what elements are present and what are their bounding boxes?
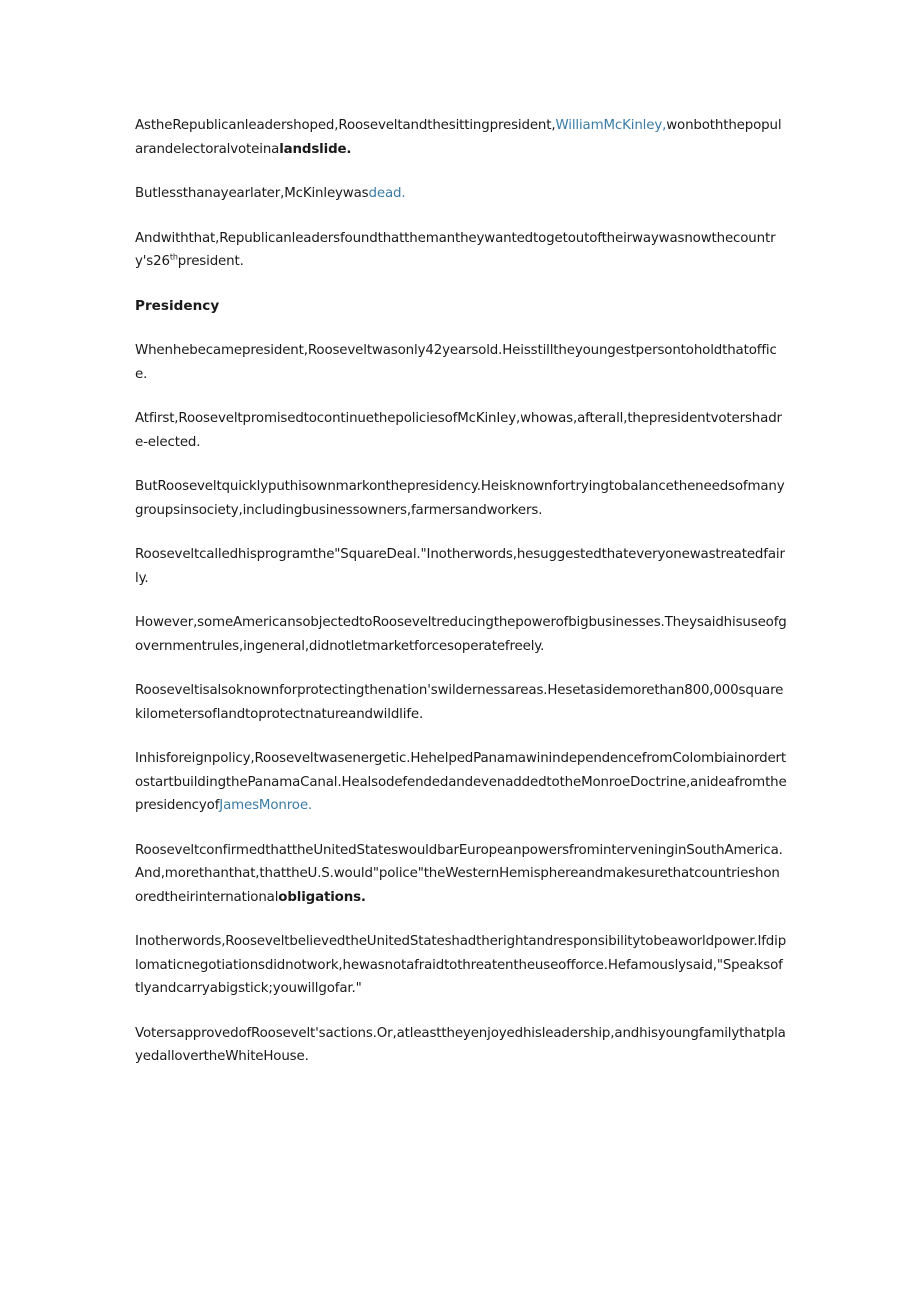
paragraph-4: Whenhebecamepresident,Rooseveltwasonly42yearsold.Heisstilltheyoungestpersontoholdthatoffice. <box>135 343 777 382</box>
paragraph-10 <box>135 747 787 818</box>
paragraph-9: Rooseveltisalsoknownforprotectingthenation'swildernessareas.Hesetasidemorethan800,000squarekilometersoflandtoprotectnatureandwildlife. <box>135 683 784 722</box>
article-body <box>135 114 787 1090</box>
paragraph-13: VotersapprovedofRoosevelt'sactions.Or,atleasttheyenjoyedhisleadership,andhisyoungfamilythatplayedallovertheWhiteHouse. <box>135 1025 786 1064</box>
paragraph-12: Inotherwords,RooseveltbelievedtheUnitedStateshadtherightandresponsibilitytobeaworldpower.Ifdiplomaticnegotiationsdidnotwork,hewasnotafraidtothreatentheuseofforce.Hefamouslysaid,"Speaksoftlyandcarryabigstick;youwillgofar." <box>135 934 787 996</box>
paragraph-3-text-2: president. <box>177 254 244 269</box>
paragraph-3 <box>135 227 787 274</box>
paragraph-1 <box>135 114 787 161</box>
paragraph-8: However,someAmericansobjectedtoRooseveltreducingthepowerofbigbusinesses.Theysaidhisuseofgovernmentrules,ingeneral,didnotletmarketforcesoperatefreely. <box>135 615 787 654</box>
link-james-monroe[interactable]: JamesMonroe. <box>219 798 313 813</box>
paragraph-11-text: RooseveltconfirmedthattheUnitedStateswouldbarEuropeanpowersfrominterveninginSouthAmerica.And,morethanthat,thattheU.S.would"police"theWesternHemisphereandmakesurethatcountrieshonoredtheirinternational <box>135 842 783 905</box>
paragraph-3-text: Andwiththat,Republicanleadersfoundthatthemantheywantedtogetoutoftheirwaywasnowthecountry's26 <box>135 230 776 269</box>
paragraph-1-text-2: wonboththepopularandelectoralvoteina <box>135 118 782 157</box>
paragraph-1-text: AstheRepublicanleadershoped,Rooseveltandthesittingpresident, <box>135 118 556 133</box>
bold-landslide: landslide. <box>279 141 352 157</box>
bold-obligations: obligations. <box>278 889 366 905</box>
paragraph-7: Rooseveltcalledhisprogramthe"SquareDeal."Inotherwords,hesuggestedthateveryonewastreatedfairly. <box>135 547 785 586</box>
paragraph-11 <box>135 839 787 910</box>
paragraph-2 <box>135 182 787 206</box>
paragraph-5: Atfirst,RooseveltpromisedtocontinuethepoliciesofMcKinIey,whowas,afterall,thepresidentvotershadre-elected. <box>135 411 782 450</box>
section-heading-presidency: Presidency <box>135 297 220 314</box>
paragraph-10-text: Inhisforeignpolicy,Rooseveltwasenergetic.HehelpedPanamawinindependencefromColombiainordertostartbuildingthePanamaCanal.HealsodefendedandevenaddedtotheMonroeDoctrine,anideafromthepresidencyof <box>135 751 787 813</box>
superscript-th: th <box>169 252 178 262</box>
paragraph-2-text: Butlessthanayearlater,McKinleywas <box>135 186 369 201</box>
link-william-mckinley[interactable]: WilliamMcKinley, <box>555 118 667 133</box>
paragraph-6: ButRooseveltquicklyputhisownmarkonthepresidency.Heisknownfortryingtobalancetheneedsofmanygroupsinsociety,includingbusinessowners,farmersandworkers. <box>135 479 785 518</box>
link-dead[interactable]: dead. <box>368 186 406 201</box>
